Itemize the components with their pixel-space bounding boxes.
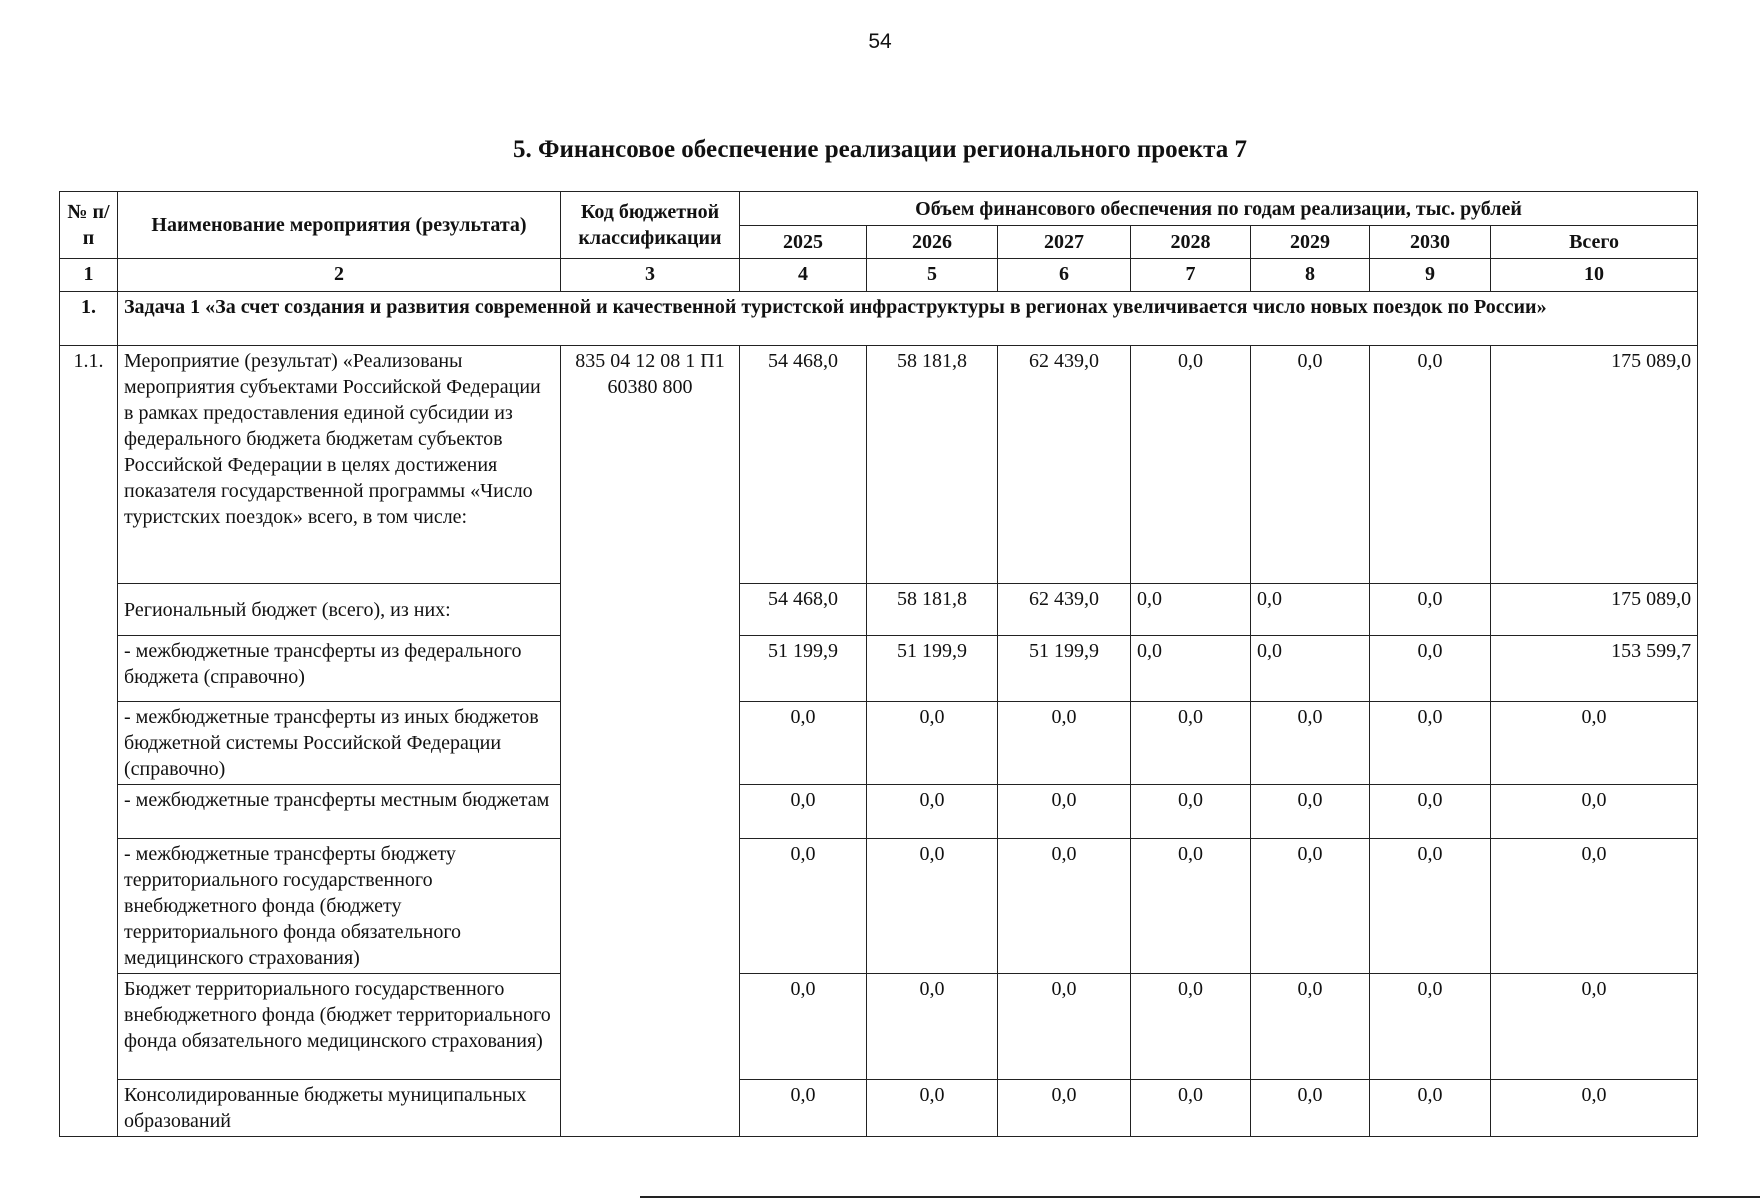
column-number: 8 xyxy=(1251,259,1370,292)
value-2026: 58 181,8 xyxy=(867,584,998,636)
column-number: 3 xyxy=(561,259,740,292)
value-2030: 0,0 xyxy=(1370,839,1491,974)
value-2030: 0,0 xyxy=(1370,346,1491,584)
value-2030: 0,0 xyxy=(1370,702,1491,785)
value-2026: 58 181,8 xyxy=(867,346,998,584)
column-number: 2 xyxy=(118,259,561,292)
value-2025: 0,0 xyxy=(740,974,867,1080)
row-name: - межбюджетные трансферты бюджету территориального государственного внебюджетного фонда (бюджету территориального фонда обязательного медицинского страхования) xyxy=(118,839,561,974)
value-2028: 0,0 xyxy=(1131,702,1251,785)
header-year-2030: 2030 xyxy=(1370,226,1491,259)
column-number: 10 xyxy=(1491,259,1698,292)
header-year-2029: 2029 xyxy=(1251,226,1370,259)
row-name: - межбюджетные трансферты из федерального бюджета (справочно) xyxy=(118,636,561,702)
header-code: Код бюджетной классификации xyxy=(561,192,740,259)
value-2027: 0,0 xyxy=(998,785,1131,839)
value-total: 0,0 xyxy=(1491,974,1698,1080)
value-2025: 54 468,0 xyxy=(740,346,867,584)
header-year-2028: 2028 xyxy=(1131,226,1251,259)
value-2025: 51 199,9 xyxy=(740,636,867,702)
value-2028: 0,0 xyxy=(1131,1080,1251,1137)
page-number: 54 xyxy=(868,30,892,53)
value-2026: 0,0 xyxy=(867,1080,998,1137)
value-2025: 0,0 xyxy=(740,702,867,785)
column-number: 7 xyxy=(1131,259,1251,292)
value-2029: 0,0 xyxy=(1251,839,1370,974)
value-2028: 0,0 xyxy=(1131,346,1251,584)
row-name: - межбюджетные трансферты местным бюджетам xyxy=(118,785,561,839)
value-2027: 51 199,9 xyxy=(998,636,1131,702)
value-2026: 51 199,9 xyxy=(867,636,998,702)
value-2028: 0,0 xyxy=(1131,584,1251,636)
value-2029: 0,0 xyxy=(1251,1080,1370,1137)
value-2028: 0,0 xyxy=(1131,974,1251,1080)
value-total: 0,0 xyxy=(1491,1080,1698,1137)
value-2029: 0,0 xyxy=(1251,974,1370,1080)
header-volume: Объем финансового обеспечения по годам реализации, тыс. рублей xyxy=(740,192,1698,226)
value-2030: 0,0 xyxy=(1370,974,1491,1080)
value-2025: 0,0 xyxy=(740,839,867,974)
value-2029: 0,0 xyxy=(1251,785,1370,839)
value-total: 0,0 xyxy=(1491,785,1698,839)
value-2029: 0,0 xyxy=(1251,636,1370,702)
header-total: Всего xyxy=(1491,226,1698,259)
value-2027: 0,0 xyxy=(998,974,1131,1080)
header-name: Наименование мероприятия (результата) xyxy=(118,192,561,259)
table-row xyxy=(60,785,1698,839)
finance-table xyxy=(59,191,1698,1137)
value-total: 175 089,0 xyxy=(1491,346,1698,584)
value-2026: 0,0 xyxy=(867,702,998,785)
table-row xyxy=(60,636,1698,702)
column-number: 9 xyxy=(1370,259,1491,292)
value-2027: 0,0 xyxy=(998,839,1131,974)
value-2028: 0,0 xyxy=(1131,785,1251,839)
value-2026: 0,0 xyxy=(867,785,998,839)
value-2028: 0,0 xyxy=(1131,636,1251,702)
value-2025: 0,0 xyxy=(740,1080,867,1137)
table-row xyxy=(60,974,1698,1080)
value-total: 0,0 xyxy=(1491,702,1698,785)
footer-divider xyxy=(640,1196,1760,1198)
table-row xyxy=(60,839,1698,974)
column-number: 4 xyxy=(740,259,867,292)
column-numbers-row xyxy=(60,259,1698,292)
value-2029: 0,0 xyxy=(1251,702,1370,785)
value-2027: 62 439,0 xyxy=(998,346,1131,584)
value-2025: 0,0 xyxy=(740,785,867,839)
table-row xyxy=(60,584,1698,636)
value-2030: 0,0 xyxy=(1370,1080,1491,1137)
column-number: 1 xyxy=(60,259,118,292)
row-name: Региональный бюджет (всего), из них: xyxy=(118,584,561,636)
table-row xyxy=(60,346,1698,584)
value-2026: 0,0 xyxy=(867,839,998,974)
value-2027: 62 439,0 xyxy=(998,584,1131,636)
column-number: 6 xyxy=(998,259,1131,292)
row-name: Бюджет территориального государственного внебюджетного фонда (бюджет территориального фонда обязательного медицинского страхования) xyxy=(118,974,561,1080)
value-2030: 0,0 xyxy=(1370,636,1491,702)
value-2028: 0,0 xyxy=(1131,839,1251,974)
value-total: 0,0 xyxy=(1491,839,1698,974)
row-name: - межбюджетные трансферты из иных бюджетов бюджетной системы Российской Федерации (справочно) xyxy=(118,702,561,785)
header-year-2027: 2027 xyxy=(998,226,1131,259)
task-text: Задача 1 «За счет создания и развития современной и качественной туристской инфраструктуры в регионах увеличивается число новых поездок по России» xyxy=(118,292,1698,346)
value-total: 175 089,0 xyxy=(1491,584,1698,636)
budget-code: 835 04 12 08 1 П1 60380 800 xyxy=(561,346,740,1137)
table-row xyxy=(60,1080,1698,1137)
task-number: 1. xyxy=(60,292,118,346)
row-name: Консолидированные бюджеты муниципальных образований xyxy=(118,1080,561,1137)
header-num: № п/п xyxy=(60,192,118,259)
task-row xyxy=(60,292,1698,346)
header-year-2025: 2025 xyxy=(740,226,867,259)
value-2026: 0,0 xyxy=(867,974,998,1080)
value-2029: 0,0 xyxy=(1251,584,1370,636)
value-2030: 0,0 xyxy=(1370,584,1491,636)
value-2025: 54 468,0 xyxy=(740,584,867,636)
row-name: Мероприятие (результат) «Реализованы мероприятия субъектами Российской Федерации в рамках предоставления единой субсидии из федерального бюджета бюджетам субъектов Российской Федерации в целях достижения показателя государственной программы «Число туристских поездок» всего, в том числе: xyxy=(118,346,561,584)
item-number: 1.1. xyxy=(60,346,118,1137)
value-2027: 0,0 xyxy=(998,702,1131,785)
table-row xyxy=(60,702,1698,785)
value-2030: 0,0 xyxy=(1370,785,1491,839)
header-year-2026: 2026 xyxy=(867,226,998,259)
value-2027: 0,0 xyxy=(998,1080,1131,1137)
column-number: 5 xyxy=(867,259,998,292)
value-total: 153 599,7 xyxy=(1491,636,1698,702)
value-2029: 0,0 xyxy=(1251,346,1370,584)
page-title: 5. Финансовое обеспечение реализации регионального проекта 7 xyxy=(512,136,1248,163)
